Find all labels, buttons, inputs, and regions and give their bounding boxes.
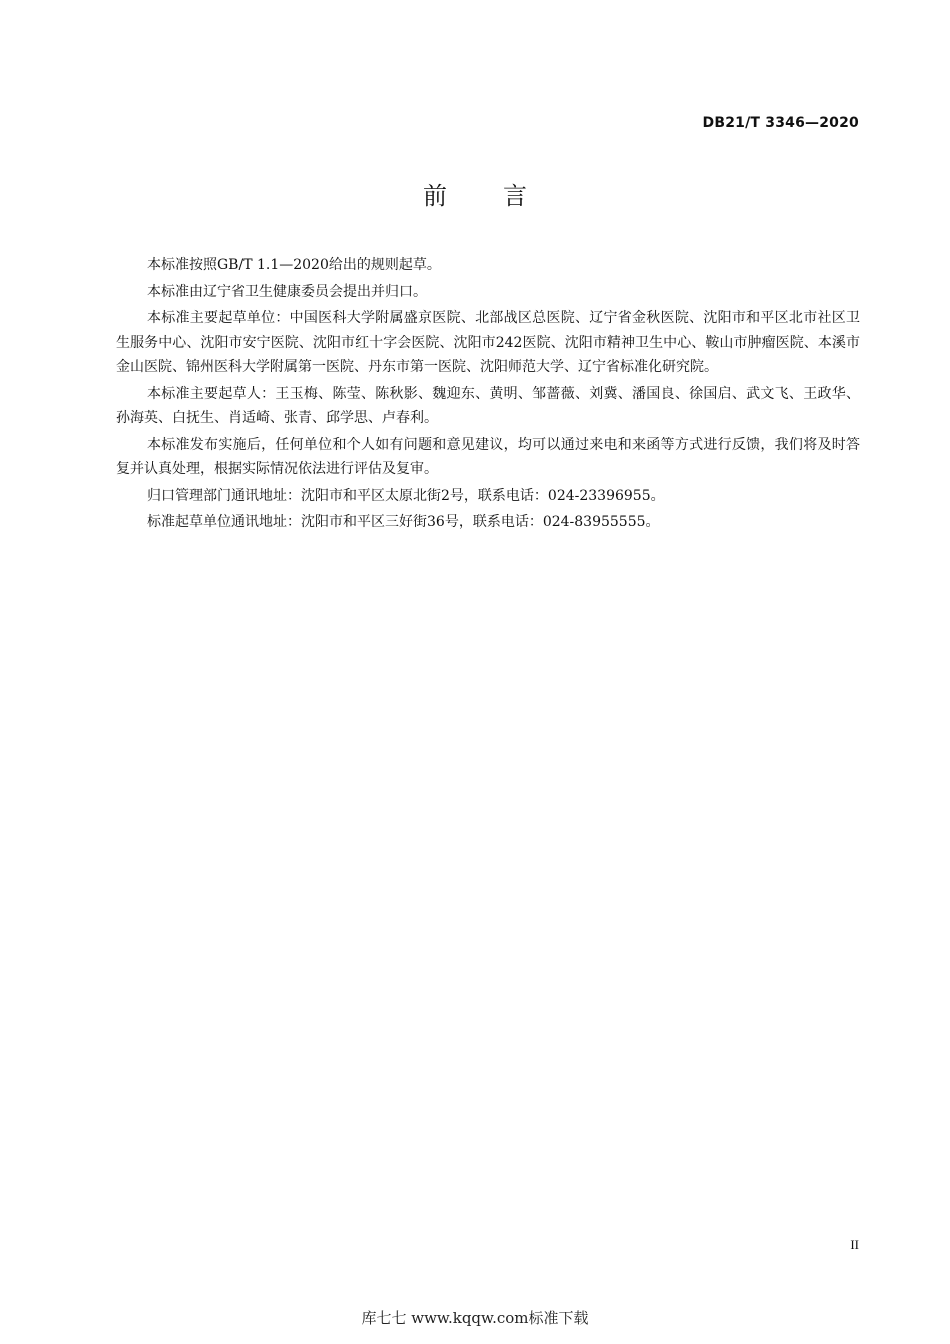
paragraph-proposer: 本标准由辽宁省卫生健康委员会提出并归口。 — [147, 283, 427, 300]
title-char-1: 前 — [423, 182, 447, 211]
foreword-body — [116, 253, 860, 537]
paragraph-feedback: 本标准发布实施后，任何单位和个人如有问题和意见建议，均可以通过来电和来函等方式进行反馈，我们将及时答复并认真处理，根据实际情况依法进行评估及复审。 — [116, 436, 860, 477]
document-code: DB21/T 3346—2020 — [702, 115, 859, 131]
watermark-link[interactable]: 库七七 www.kqqw.com标准下载 — [361, 1309, 589, 1327]
page-number: II — [850, 1237, 859, 1252]
title-char-2: 言 — [503, 182, 527, 211]
paragraph-admin-address: 归口管理部门通讯地址：沈阳市和平区太原北街2号，联系电话：024-23396955。 — [147, 487, 665, 504]
paragraph-drafting-rules: 本标准按照GB/T 1.1—2020给出的规则起草。 — [147, 257, 441, 273]
paragraph-drafting-units: 本标准主要起草单位：中国医科大学附属盛京医院、北部战区总医院、辽宁省金秋医院、沈阳市和平区北市社区卫生服务中心、沈阳市安宁医院、沈阳市红十字会医院、沈阳市242医院、沈阳市精神卫生中心、鞍山市肿瘤医院、本溪市金山医院、锦州医科大学附属第一医院、丹东市第一医院、沈阳师范大学、辽宁省标准化研究院。 — [116, 310, 860, 375]
page-title — [0, 176, 950, 211]
paragraph-drafters: 本标准主要起草人：王玉梅、陈莹、陈秋影、魏迎东、黄明、邹蔷薇、刘冀、潘国良、徐国启、武文飞、王政华、孙海英、白抚生、肖适崎、张青、邱学思、卢春利。 — [116, 385, 860, 426]
paragraph-drafter-address: 标准起草单位通讯地址：沈阳市和平区三好街36号，联系电话：024-83955555。 — [147, 514, 660, 530]
